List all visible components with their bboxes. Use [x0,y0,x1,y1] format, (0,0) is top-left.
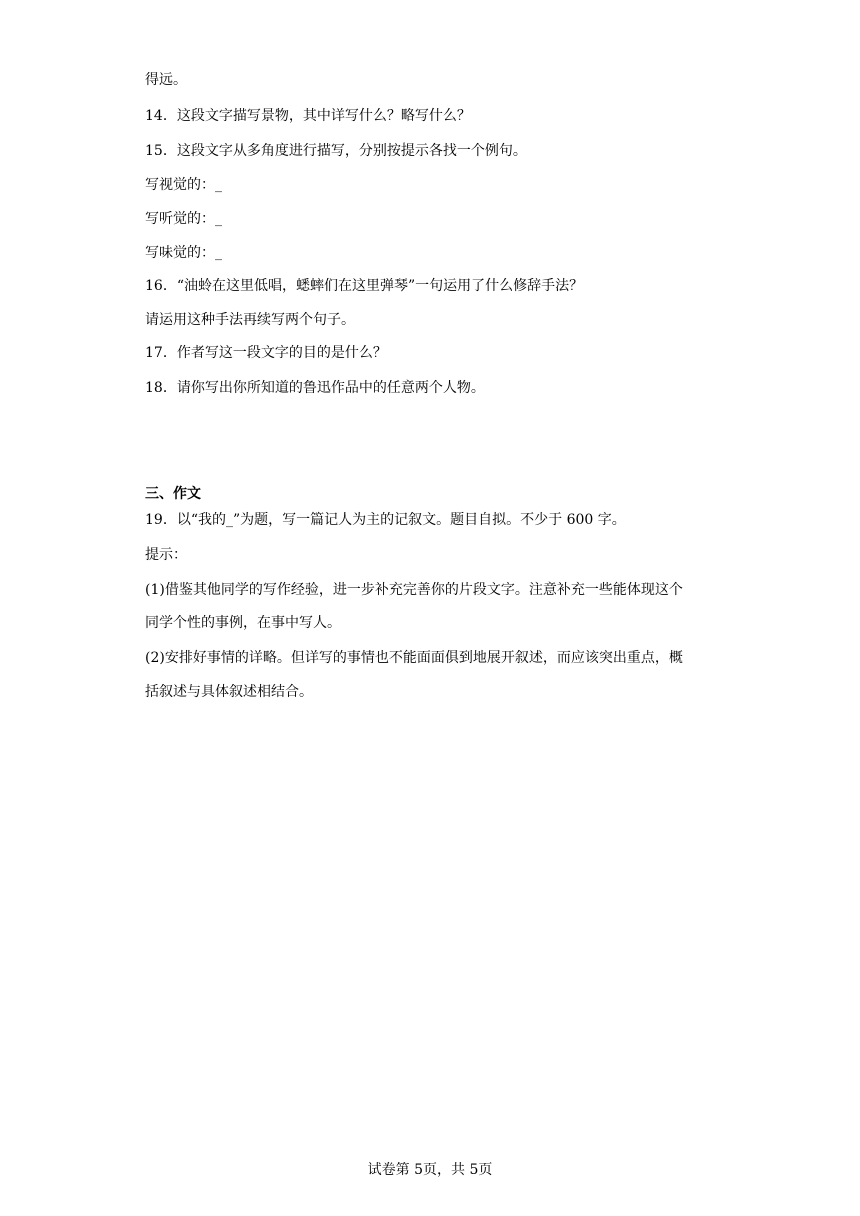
question-19: 19．以“我的_”为题，写一篇记人为主的记叙文。题目自拟。不少于 600 字。 [145,512,626,528]
question-15-hearing-blank: 写听觉的：_ [145,211,222,227]
tip-2-line-2: 括叙述与具体叙述相结合。 [145,684,313,700]
question-15-visual-blank: 写视觉的：_ [145,177,222,193]
section-3-title: 三、作文 [145,486,201,502]
tip-1-line-1: (1)借鉴其他同学的写作经验，进一步补充完善你的片段文字。注意补充一些能体现这个 [145,582,683,598]
question-15-taste-blank: 写味觉的：_ [145,245,222,261]
question-16: 16．“油蛉在这里低唱，蟋蟀们在这里弹琴”一句运用了什么修辞手法？ [145,278,584,294]
question-17: 17．作者写这一段文字的目的是什么？ [145,345,387,361]
question-14: 14．这段文字描写景物，其中详写什么？略写什么？ [145,108,471,124]
question-16-followup: 请运用这种手法再续写两个句子。 [145,312,355,328]
page-footer: 试卷第 5页，共 5页 [367,1162,493,1178]
question-15: 15．这段文字从多角度进行描写，分别按提示各找一个例句。 [145,143,527,159]
question-18: 18．请你写出你所知道的鲁迅作品中的任意两个人物。 [145,380,485,396]
tip-2-line-1: (2)安排好事情的详略。但详写的事情也不能面面俱到地展开叙述，而应该突出重点，概 [145,650,683,666]
continuation-text: 得远。 [145,72,187,88]
tips-label: 提示： [145,547,187,563]
tip-1-line-2: 同学个性的事例，在事中写人。 [145,615,341,631]
